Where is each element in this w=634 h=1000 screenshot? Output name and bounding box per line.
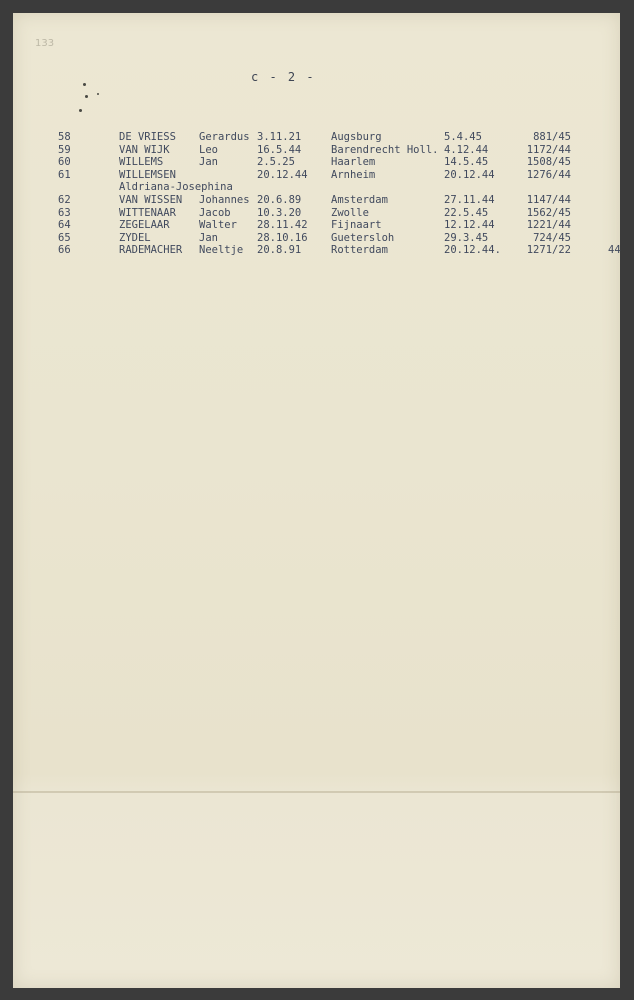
record-continuation: Aldriana-Josephina	[119, 181, 233, 194]
record-surname: RADEMACHER	[119, 244, 183, 257]
record-date: 20.12.44	[444, 168, 495, 181]
record-place: Guetersloh	[331, 231, 395, 244]
record-birth-date: 2.5.25	[257, 156, 295, 169]
record-reference: 1147/44	[526, 193, 571, 206]
record-given-name: Jacob	[199, 206, 231, 219]
record-birth-date: 3.11.21	[257, 131, 302, 143]
table-row	[13, 169, 620, 182]
record-place: Haarlem	[331, 156, 376, 169]
table-row	[13, 244, 620, 257]
record-number: 60	[58, 156, 71, 169]
record-number: 58	[58, 131, 71, 143]
table-row	[13, 194, 620, 207]
record-surname: VAN WISSEN	[119, 193, 183, 206]
record-date: 27.11.44	[444, 193, 495, 206]
table-row	[13, 232, 620, 245]
record-date: 29.3.45	[444, 231, 489, 244]
table-row	[13, 207, 620, 220]
record-given-name: Gerardus	[199, 131, 250, 143]
record-birth-date: 28.11.42	[257, 219, 308, 232]
record-surname: ZEGELAAR	[119, 219, 170, 232]
record-place: Arnheim	[331, 168, 376, 181]
record-place: Augsburg	[331, 131, 382, 143]
record-surname: WILLEMSEN	[119, 168, 176, 181]
record-place: Barendrecht Holl.	[331, 143, 439, 156]
record-given-name: Leo	[199, 143, 218, 156]
record-annotation: 44	[608, 244, 621, 257]
record-date: 5.4.45	[444, 131, 482, 143]
record-given-name: Jan	[199, 231, 218, 244]
record-birth-date: 28.10.16	[257, 231, 308, 244]
record-number: 59	[58, 143, 71, 156]
record-birth-date: 20.8.91	[257, 244, 302, 257]
record-place: Rotterdam	[331, 244, 388, 257]
record-number: 62	[58, 193, 71, 206]
record-place: Amsterdam	[331, 193, 388, 206]
record-date: 12.12.44	[444, 219, 495, 232]
record-reference: 1276/44	[526, 168, 571, 181]
record-reference: 1508/45	[526, 156, 571, 169]
record-date: 22.5.45	[444, 206, 489, 219]
record-surname: VAN WIJK	[119, 143, 170, 156]
record-given-name: Neeltje	[199, 244, 244, 257]
record-reference: 881/45	[533, 131, 571, 143]
record-reference: 1562/45	[526, 206, 571, 219]
record-reference: 1271/22	[526, 244, 571, 257]
record-number: 64	[58, 219, 71, 232]
record-surname: WILLEMS	[119, 156, 164, 169]
record-given-name: Walter	[199, 219, 237, 232]
record-place: Fijnaart	[331, 219, 382, 232]
table-row	[13, 181, 620, 194]
record-date: 20.12.44.	[444, 244, 501, 257]
records-table	[13, 131, 620, 257]
table-row	[13, 156, 620, 169]
record-date: 14.5.45	[444, 156, 489, 169]
record-birth-date: 20.12.44	[257, 168, 308, 181]
record-date: 4.12.44	[444, 143, 489, 156]
record-reference: 1221/44	[526, 219, 571, 232]
record-number: 66	[58, 244, 71, 257]
record-birth-date: 16.5.44	[257, 143, 302, 156]
record-surname: WITTENAAR	[119, 206, 176, 219]
table-row	[13, 144, 620, 157]
record-reference: 724/45	[533, 231, 571, 244]
record-given-name: Johannes	[199, 193, 250, 206]
page-number: c - 2 -	[251, 70, 316, 84]
document-page	[13, 13, 620, 988]
hole-punch-marks	[65, 73, 125, 123]
record-birth-date: 10.3.20	[257, 206, 302, 219]
record-given-name: Jan	[199, 156, 218, 169]
record-surname: DE VRIESS	[119, 131, 176, 143]
paper-fold-line	[13, 791, 620, 793]
record-birth-date: 20.6.89	[257, 193, 302, 206]
record-surname: ZYDEL	[119, 231, 151, 244]
pencil-mark: 133	[35, 38, 55, 49]
record-place: Zwolle	[331, 206, 369, 219]
record-number: 65	[58, 231, 71, 244]
table-row	[13, 219, 620, 232]
record-number: 61	[58, 168, 71, 181]
record-number: 63	[58, 206, 71, 219]
table-row	[13, 131, 620, 144]
record-reference: 1172/44	[526, 143, 571, 156]
